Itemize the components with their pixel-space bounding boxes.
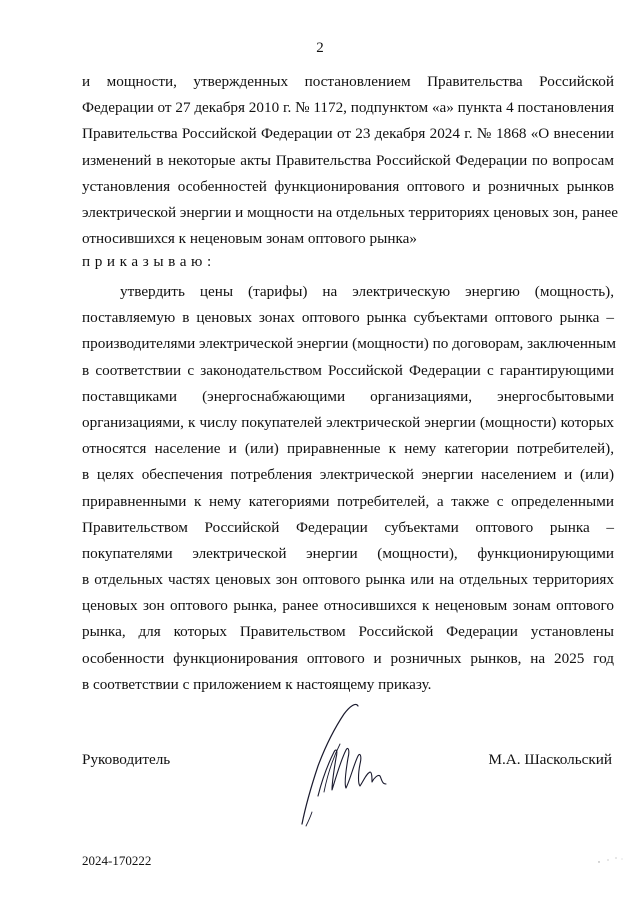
text-line: относившихся к неценовым зонам оптового рынка» <box>82 230 417 248</box>
text-line: установления особенностей функционирования оптового и розничных рынков <box>82 177 614 195</box>
text-line: организациями, к числу покупателей электрической энергии (мощности) которых <box>82 413 614 431</box>
main-paragraph <box>82 279 614 698</box>
text-line: и мощности, утвержденных постановлением Правительства Российской <box>82 73 614 90</box>
intro-paragraph <box>82 69 618 252</box>
text-line: поставляемую в ценовых зонах оптового рынка субъектами оптового рынка – <box>82 309 614 327</box>
text-line: поставщиками (энергоснабжающими организациями, энергосбытовыми <box>82 387 614 405</box>
document-number: 2024-170222 <box>82 853 152 868</box>
scan-specks <box>596 855 626 865</box>
text-line: в соответствии с законодательством Российской Федерации с гарантирующими <box>82 361 614 379</box>
order-word: приказываю: <box>82 253 216 270</box>
text-line: ценовых зон оптового рынка, ранее относившихся к неценовым зонам оптового <box>82 597 614 615</box>
page-number: 2 <box>316 40 324 56</box>
signer-title: Руководитель <box>82 751 171 768</box>
text-line: Федерации от 27 декабря 2010 г. № 1172, подпунктом «а» пункта 4 постановления <box>82 99 615 117</box>
text-line: производителями электрической энергии (мощности) по договорам, заключенным <box>82 335 616 353</box>
text-line: изменений в некоторые акты Правительства Российской Федерации по вопросам <box>82 151 614 169</box>
text-line: рынка, для которых Правительством Российской Федерации установлены <box>82 623 614 641</box>
handwritten-signature <box>288 700 398 830</box>
text-line: в соответствии с приложением к настоящему приказу. <box>82 675 432 693</box>
text-line: в целях обеспечения потребления электрической энергии населением и (или) <box>82 466 614 484</box>
text-line: покупателями электрической энергии (мощности), функционирующими <box>82 544 614 562</box>
text-line: приравненными к нему категориями потребителей, а также с определенными <box>82 492 614 510</box>
text-line: утвердить цены (тарифы) на электрическую энергию (мощность), <box>120 283 614 300</box>
text-line: Правительства Российской Федерации от 23 декабря 2024 г. № 1868 «О внесении <box>82 125 614 143</box>
signer-name: М.А. Шаскольский <box>488 751 612 768</box>
text-line: особенности функционирования оптового и розничных рынков, на 2025 год <box>82 649 614 667</box>
text-line: Правительством Российской Федерации субъектами оптового рынка – <box>82 518 614 536</box>
text-line: относятся население и (или) приравненные к нему категории потребителей), <box>82 440 614 458</box>
text-line: в отдельных частях ценовых зон оптового рынка или на отдельных территориях <box>82 571 614 589</box>
text-line: электрической энергии и мощности на отдельных территориях ценовых зон, ранее <box>82 203 618 221</box>
